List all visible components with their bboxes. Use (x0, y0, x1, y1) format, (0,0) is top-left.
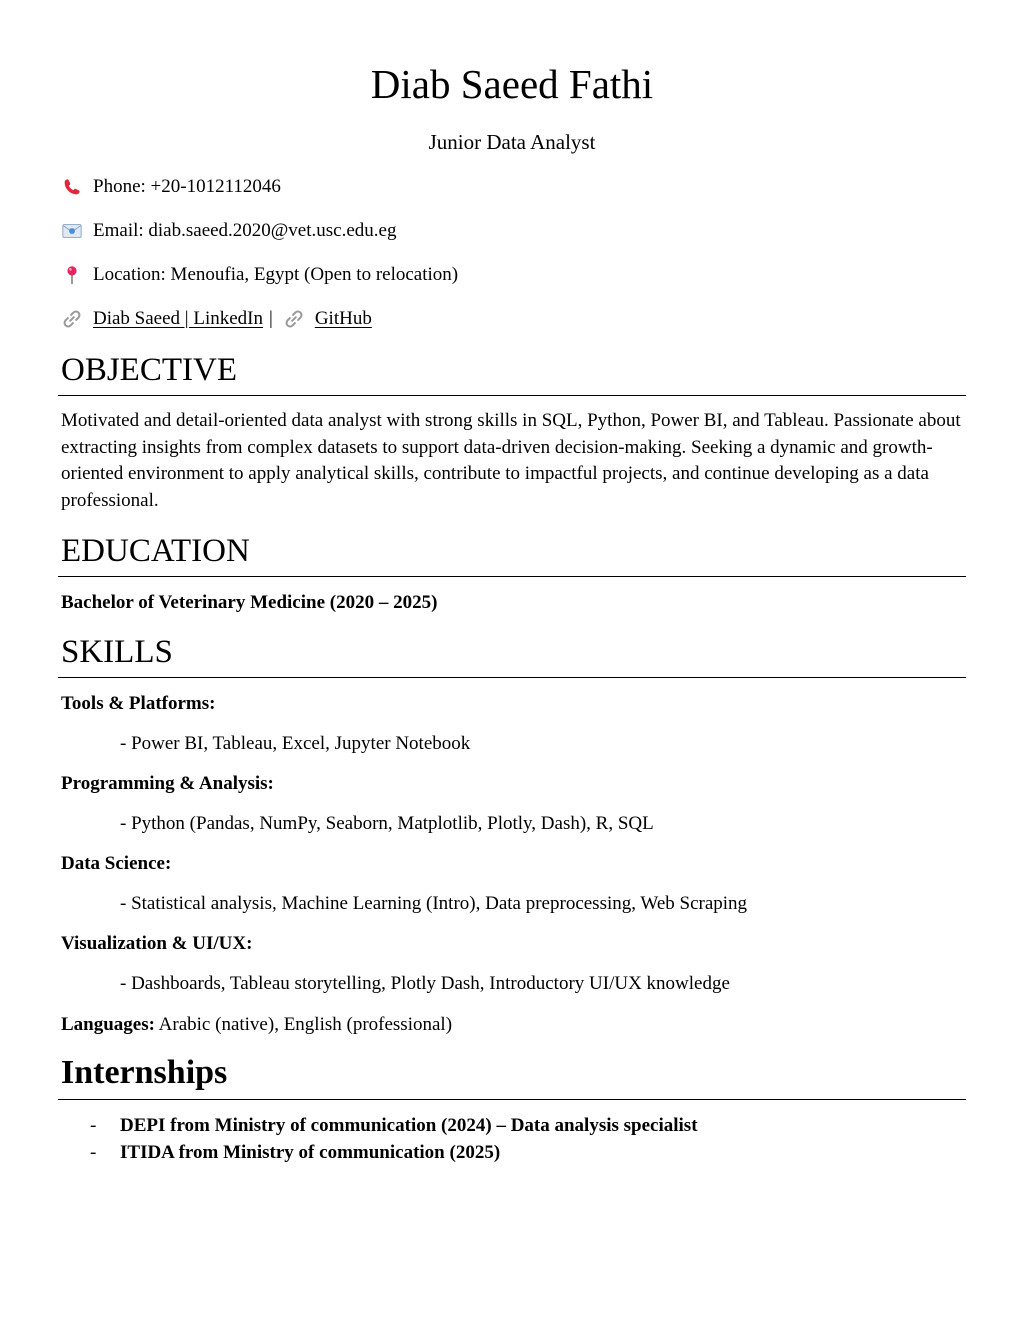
skill-group-title: Visualization & UI/UX: (61, 933, 253, 954)
internship-item (90, 1113, 698, 1139)
internship-text: DEPI from Ministry of communication (2024) – Data analysis specialist (120, 1115, 698, 1136)
email-text: Email: diab.saeed.2020@vet.usc.edu.eg (93, 220, 397, 241)
linkedin-link[interactable]: Diab Saeed | LinkedIn (93, 308, 263, 329)
internships-heading: Internships (61, 1054, 228, 1091)
link-icon (283, 308, 305, 330)
skill-group-items: - Dashboards, Tableau storytelling, Plotly Dash, Introductory UI/UX knowledge (120, 973, 730, 994)
languages-label: Languages: (61, 1014, 155, 1035)
skills-heading: SKILLS (61, 634, 173, 670)
location-text: Location: Menoufia, Egypt (Open to relocation) (93, 264, 459, 285)
bullet-dash: - (90, 1142, 97, 1163)
candidate-name: Diab Saeed Fathi (370, 61, 654, 107)
email-icon (61, 220, 83, 242)
link-separator: | (269, 308, 273, 329)
phone-icon (61, 176, 83, 198)
location-row (61, 262, 458, 288)
objective-text: Motivated and detail-oriented data analyst with strong skills in SQL, Python, Power BI, and Tableau. Passionate about extracting insights from complex datasets to support data-driven decision-making. Seeking a dynamic and growth-oriented environment to apply analytical skills, contribute to impactful projects, and continue developing as a data professional. (61, 410, 961, 511)
section-divider (58, 1099, 966, 1100)
education-heading: EDUCATION (61, 533, 250, 569)
skill-group-title: Tools & Platforms: (61, 693, 216, 714)
phone-row (61, 174, 281, 200)
pin-icon (61, 264, 83, 286)
section-divider (58, 576, 966, 577)
skill-group-items: - Power BI, Tableau, Excel, Jupyter Notebook (120, 733, 471, 754)
links-row (61, 306, 372, 332)
skill-group-items: - Python (Pandas, NumPy, Seaborn, Matplotlib, Plotly, Dash), R, SQL (120, 813, 654, 834)
bullet-dash: - (90, 1115, 97, 1136)
objective-heading: OBJECTIVE (61, 352, 237, 388)
github-link[interactable]: GitHub (314, 308, 372, 329)
skill-group-items: - Statistical analysis, Machine Learning (Intro), Data preprocessing, Web Scraping (120, 893, 748, 914)
email-row (61, 218, 396, 244)
section-divider (58, 677, 966, 678)
skill-group-title: Programming & Analysis: (61, 773, 274, 794)
internship-item (90, 1140, 500, 1166)
skill-group-title: Data Science: (61, 853, 172, 874)
internship-text: ITIDA from Ministry of communication (2025) (120, 1142, 501, 1163)
link-icon (61, 308, 83, 330)
languages-row (61, 1012, 452, 1038)
languages-value: Arabic (native), English (professional) (158, 1014, 453, 1035)
phone-text: Phone: +20-1012112046 (93, 176, 281, 197)
education-degree: Bachelor of Veterinary Medicine (2020 – 2025) (61, 592, 438, 613)
job-title: Junior Data Analyst (428, 130, 596, 154)
section-divider (58, 395, 966, 396)
